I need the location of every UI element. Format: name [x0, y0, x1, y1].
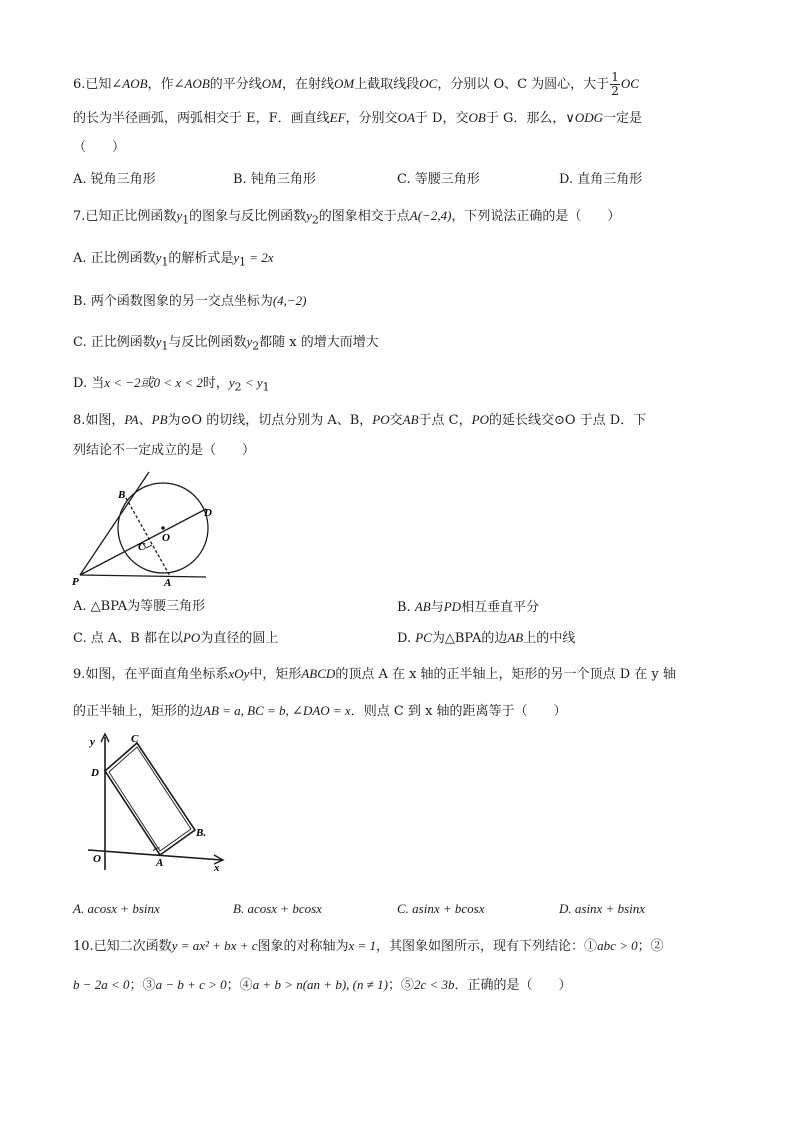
q6-text: 上截取线段 [354, 77, 420, 92]
q8-math: AB [507, 630, 524, 645]
q8-option-b[interactable] [397, 597, 539, 618]
q9-label-d: D [91, 767, 99, 779]
q8-line-1 [73, 410, 646, 431]
q9-text: 9.如图，在平面直角坐标系 [73, 667, 229, 682]
q6-text: 的长为半径画弧，两弧相交于 E，F．画直线 [73, 111, 330, 126]
q7-math: < [241, 375, 257, 390]
q7-text: 都随 x 的增大而增大 [259, 335, 379, 350]
q8-text: 与 [430, 600, 444, 615]
q6-text: 一定是 [603, 111, 643, 126]
q6-line-2 [73, 108, 642, 129]
q10-text: 图象的对称轴为 [257, 939, 349, 954]
q9-label-x: x [214, 862, 220, 874]
q8-math: PO [372, 412, 390, 427]
q8-text: B. [397, 600, 415, 615]
q8-text: 交 [389, 413, 403, 428]
q7-sub: 2 [311, 213, 319, 227]
q6-text: ，分别交 [345, 111, 398, 126]
q9-text: 的正半轴上，矩形的边 [73, 704, 204, 719]
q7-text: C. 正比例函数 [73, 335, 156, 350]
q8-text: 上的中线 [523, 631, 576, 646]
q7-text: A. 正比例函数 [73, 251, 156, 266]
q6-fraction-numerator: 1 [611, 70, 619, 84]
q6-text: ，在射线 [282, 77, 335, 92]
q9-line-1 [73, 664, 676, 685]
q9-option-d[interactable]: D. asinx + bsinx [559, 901, 646, 916]
q7-option-d[interactable] [73, 373, 270, 398]
q8-math: AB [414, 599, 431, 614]
q6-math: OC [620, 76, 639, 91]
q8-math: PO [182, 630, 201, 645]
q9-label-c: C [131, 733, 139, 745]
q7-sub: 1 [239, 255, 247, 269]
q10-text: 10.已知二次函数 [73, 939, 172, 954]
q8-label-o: O [162, 532, 170, 544]
q10-text: ；③ [129, 978, 156, 993]
q8-text: 为直径的圆上 [200, 631, 279, 646]
q9-math: AB = a, BC = b, ∠DAO = x [203, 703, 351, 718]
q9-label-b: B. [196, 827, 207, 839]
q8-math: PB [151, 412, 168, 427]
q9-math: ABCD [301, 666, 336, 681]
q8-option-d[interactable] [397, 628, 575, 649]
q7-option-c[interactable] [73, 332, 379, 357]
q10-math: y = ax² + bx + c [171, 938, 258, 953]
q6-line-3: （ ） [73, 140, 126, 155]
q6-text: 于 D，交 [414, 111, 469, 126]
q10-line-1 [73, 936, 664, 957]
q7-math: y [306, 208, 312, 223]
q8-option-c[interactable] [73, 628, 278, 649]
q8-text: D. [397, 631, 416, 646]
q8-line-2: 列结论不一定成立的是（ ） [73, 443, 256, 458]
q8-center-point [161, 526, 165, 530]
q7-option-b[interactable] [73, 291, 307, 312]
q9-line-2 [73, 701, 567, 722]
q8-math: PC [415, 630, 432, 645]
q10-math: abc > 0 [597, 938, 638, 953]
q9-label-o: O [93, 853, 101, 865]
q6-math: AOB [184, 76, 210, 91]
q7-sub: 2 [252, 339, 260, 353]
q10-text: ．正确的是（ ） [454, 978, 572, 993]
q10-math: b − 2a < 0 [73, 977, 130, 992]
q7-text: ，下列说法正确的是（ ） [451, 209, 621, 224]
q7-math: y [228, 375, 235, 390]
q6-math: OB [468, 110, 486, 125]
q6-math: EF [329, 110, 346, 125]
q6-math: OM [261, 76, 282, 91]
q7-stem [73, 206, 620, 231]
q9-label-a: A [156, 857, 164, 869]
q9-options [73, 899, 723, 919]
q10-math: a + b > n(an + b), (n ≠ 1) [252, 977, 388, 992]
q8-tangent-pa [80, 575, 206, 577]
q8-label-d: D [204, 507, 212, 519]
q7-text: 的图象相交于点 [318, 209, 410, 224]
q9-text: ．则点 C 到 x 轴的距离等于（ ） [350, 704, 567, 719]
q7-math: y [155, 250, 162, 265]
q7-math: (4,−2) [272, 293, 307, 308]
q8-text: 于点 C， [418, 413, 472, 428]
q7-sub: 1 [161, 339, 169, 353]
q7-math: y [155, 334, 162, 349]
q7-math: y [176, 208, 183, 223]
q7-option-a[interactable] [73, 248, 274, 273]
q10-math: a − b + c > 0 [155, 977, 227, 992]
q6-text: ，作∠ [147, 77, 185, 92]
q9-option-a[interactable]: A. acosx + bsinx [73, 901, 160, 916]
q6-option-c[interactable]: C. 等腰三角形 [397, 172, 480, 187]
q8-text: C. 点 A、B 都在以 [73, 631, 183, 646]
q8-option-a[interactable]: A. △BPA为等腰三角形 [73, 599, 206, 614]
q6-line-1 [73, 71, 639, 98]
q6-math: AOB [122, 76, 148, 91]
q7-text: 时， [202, 376, 229, 391]
q9-text: 中，矩形 [249, 667, 302, 682]
q9-math: xOy [228, 666, 250, 681]
q8-text: 为⊙O 的切线，切点分别为 A、B， [167, 413, 373, 428]
q7-text: 与反比例函数 [168, 335, 247, 350]
q10-text: ；② [637, 939, 664, 954]
q8-options-row-2 [73, 628, 723, 648]
q7-text: D. 当 [73, 376, 105, 391]
q10-line-2 [73, 975, 572, 996]
q8-options-row-1 [73, 597, 723, 617]
q10-math: x = 1 [348, 938, 377, 953]
q8-text: 、 [138, 413, 152, 428]
q6-option-b[interactable]: B. 钝角三角形 [233, 172, 316, 187]
q6-text: 的平分线 [209, 77, 262, 92]
q6-math: OA [397, 110, 415, 125]
q7-math: y [256, 375, 263, 390]
q8-math: AB [402, 412, 419, 427]
q9-label-y: y [90, 736, 95, 748]
q7-text: 7.已知正比例函数 [73, 209, 177, 224]
q7-sub: 1 [262, 380, 270, 394]
q8-tangent-pb [80, 472, 149, 575]
q9-x-axis [88, 850, 222, 860]
q8-text: 为△BPA的边 [431, 631, 508, 646]
q9-text: 的顶点 A 在 x 轴的正半轴上，矩形的另一个顶点 D 在 y 轴 [335, 667, 676, 682]
q7-math: y [246, 334, 253, 349]
q9-rectangle-outer [105, 743, 195, 855]
q7-math: x < −2或0 < x < 2 [104, 375, 203, 390]
q6-option-d[interactable]: D. 直角三角形 [559, 172, 643, 187]
q6-text: ，分别以 O、C 为圆心，大于 [437, 77, 610, 92]
q6-math: OC [419, 76, 438, 91]
q6-math: OM [334, 76, 355, 91]
q9-option-c[interactable]: C. asinx + bcosx [397, 901, 485, 916]
q6-math: ∨ODG [565, 110, 604, 125]
q8-figure [68, 468, 213, 590]
q8-math: PA [124, 412, 139, 427]
q6-fraction-denominator: 2 [611, 84, 619, 98]
q6-text: 于 G．那么， [485, 111, 566, 126]
q7-math: y [233, 250, 240, 265]
q10-text: ；⑤ [387, 978, 414, 993]
q8-label-b: B [118, 489, 126, 501]
q7-text: 的解析式是 [168, 251, 234, 266]
q6-option-a[interactable]: A. 锐角三角形 [73, 172, 156, 187]
q7-text: 的图象与反比例函数 [189, 209, 307, 224]
q7-sub: 1 [161, 255, 169, 269]
q7-text: B. 两个函数图象的另一交点坐标为 [73, 294, 273, 309]
q8-math: PD [443, 599, 462, 614]
q8-text: 的延长线交⊙O 于点 D．下 [488, 413, 647, 428]
q7-sub: 2 [234, 380, 242, 394]
q6-fraction [610, 71, 620, 98]
q6-text: 6.已知∠ [73, 77, 123, 92]
q7-math: = 2x [246, 250, 274, 265]
q10-math: 2c < 3b [413, 977, 455, 992]
q9-option-b[interactable]: B. acosx + bcosx [233, 901, 322, 916]
q8-text: 8.如图， [73, 413, 125, 428]
q10-text: ；④ [226, 978, 253, 993]
q10-text: ，其图象如图所示，现有下列结论：① [376, 939, 598, 954]
q8-text: 相互垂直平分 [461, 600, 540, 615]
q8-math: PO [471, 412, 489, 427]
q8-label-c: C [138, 541, 146, 553]
q7-math: A(−2,4) [409, 208, 452, 223]
q7-sub: 1 [182, 213, 190, 227]
q8-label-a: A [164, 577, 172, 589]
q9-figure [84, 730, 234, 880]
q6-options [73, 170, 723, 190]
q8-label-p: P [72, 576, 79, 588]
